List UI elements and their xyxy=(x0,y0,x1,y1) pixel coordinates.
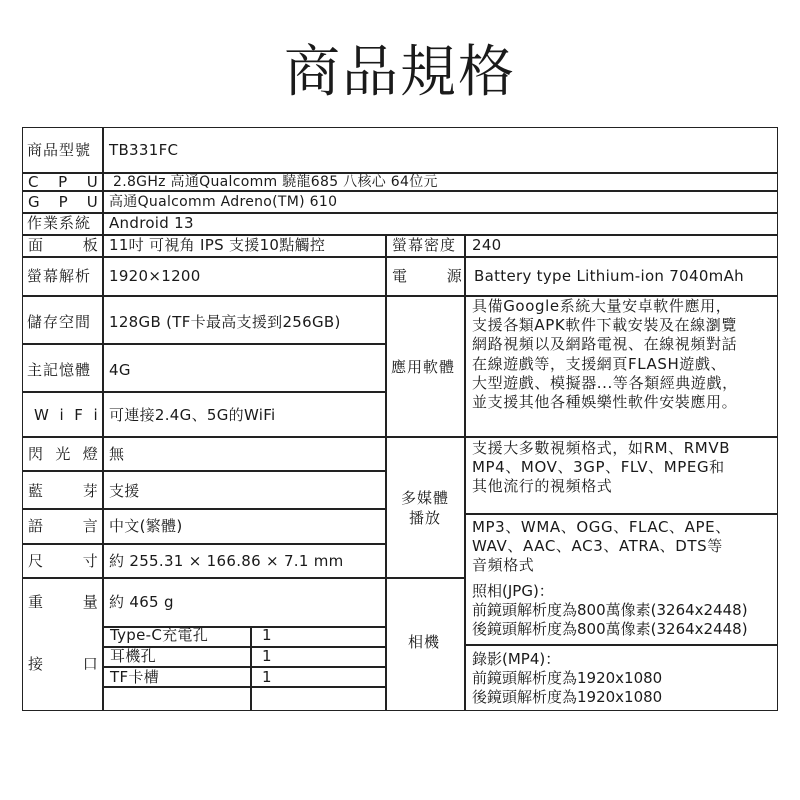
row-divider xyxy=(22,391,385,393)
label-os: 作業系統 xyxy=(27,214,92,232)
row-divider xyxy=(102,686,385,688)
label-multimedia: 多媒體 播放 xyxy=(400,489,449,527)
col-divider xyxy=(464,234,466,711)
port-count: 1 xyxy=(262,626,272,644)
label-panel: 面 板 xyxy=(28,236,98,254)
value-ram: 4G xyxy=(109,361,131,379)
label-storage: 儲存空間 xyxy=(27,313,92,331)
row-divider xyxy=(22,577,464,579)
label-model: 商品型號 xyxy=(27,141,92,159)
value-weight: 約 465 g xyxy=(109,593,174,611)
label-apps: 應用軟體 xyxy=(391,358,456,376)
value-size: 約 255.31 × 166.86 × 7.1 mm xyxy=(109,552,344,570)
value-os: Android 13 xyxy=(109,214,194,232)
label-language: 語 言 xyxy=(28,517,98,535)
port-name: Type-C充電孔 xyxy=(110,626,209,644)
value-multimedia-audio: MP3、WMA、OGG、FLAC、APE、 WAV、AAC、AC3、ATRA、DTS等 音頻格式 xyxy=(472,518,731,575)
row-divider xyxy=(22,543,385,545)
label-wifi: W i F i xyxy=(34,406,98,424)
port-count: 1 xyxy=(262,647,272,665)
label-bluetooth: 藍 芽 xyxy=(28,482,98,500)
label-cpu: C P U xyxy=(28,173,98,191)
label-weight: 重 量 xyxy=(28,593,98,611)
row-divider xyxy=(22,508,385,510)
value-multimedia-video: 支援大多數視頻格式，如RM、RMVB MP4、MOV、3GP、FLV、MPEG和 其他流行的視頻格式 xyxy=(472,439,731,496)
label-flash: 閃 光 燈 xyxy=(28,445,98,463)
label-power: 電 源 xyxy=(392,267,462,285)
col-divider xyxy=(102,127,104,711)
value-panel: 11吋 可視角 IPS 支援10點觸控 xyxy=(109,236,326,254)
value-flash: 無 xyxy=(109,445,125,463)
value-storage: 128GB (TF卡最高支援到256GB) xyxy=(109,313,341,331)
row-divider xyxy=(464,644,778,646)
label-camera: 相機 xyxy=(408,633,441,651)
value-camera-video: 錄影(MP4)： 前鏡頭解析度為1920x1080 後鏡頭解析度為1920x1080 xyxy=(472,650,663,707)
value-resolution: 1920×1200 xyxy=(109,267,201,285)
row-divider xyxy=(464,513,778,515)
label-gpu: G P U xyxy=(28,193,98,211)
value-density: 240 xyxy=(472,236,502,254)
page-title: 商品規格 xyxy=(284,40,516,105)
label-ram: 主記憶體 xyxy=(27,361,92,379)
port-count: 1 xyxy=(262,668,272,686)
label-ports: 接 口 xyxy=(28,655,98,673)
port-name: TF卡槽 xyxy=(110,668,159,686)
value-wifi: 可連接2.4G、5G的WiFi xyxy=(109,406,276,424)
col-divider xyxy=(385,234,387,711)
value-model: TB331FC xyxy=(109,141,179,159)
row-divider xyxy=(22,470,385,472)
port-name: 耳機孔 xyxy=(110,647,156,665)
label-density: 螢幕密度 xyxy=(392,236,457,254)
row-divider xyxy=(22,343,385,345)
value-cpu: 2.8GHz 高通Qualcomm 驍龍685 八核心 64位元 xyxy=(113,174,438,190)
value-gpu: 高通Qualcomm Adreno(TM) 610 xyxy=(109,194,338,210)
col-divider xyxy=(250,626,252,711)
label-size: 尺 寸 xyxy=(28,552,98,570)
value-bluetooth: 支援 xyxy=(109,482,140,500)
label-resolution: 螢幕解析 xyxy=(27,267,92,285)
row-divider xyxy=(22,436,778,438)
value-power: Battery type Lithium-ion 7040mAh xyxy=(474,267,744,285)
row-divider xyxy=(22,256,778,258)
value-camera-photo: 照相(JPG)： 前鏡頭解析度為800萬像素(3264x2448) 後鏡頭解析度為800萬像素(3264x2448) xyxy=(472,582,748,639)
value-apps: 具備Google系統大量安卓軟件應用， 支援各類APK軟件下載安裝及在線瀏覽 網路視頻以及網路電視、在線視頻對話 在線遊戲等，支援網頁FLASH遊戲、 大型遊戲、模擬器...等各類經典遊戲， 並支援其他各種娛樂性軟件安裝應用。 xyxy=(472,297,738,412)
value-language: 中文(繁體) xyxy=(109,517,183,535)
